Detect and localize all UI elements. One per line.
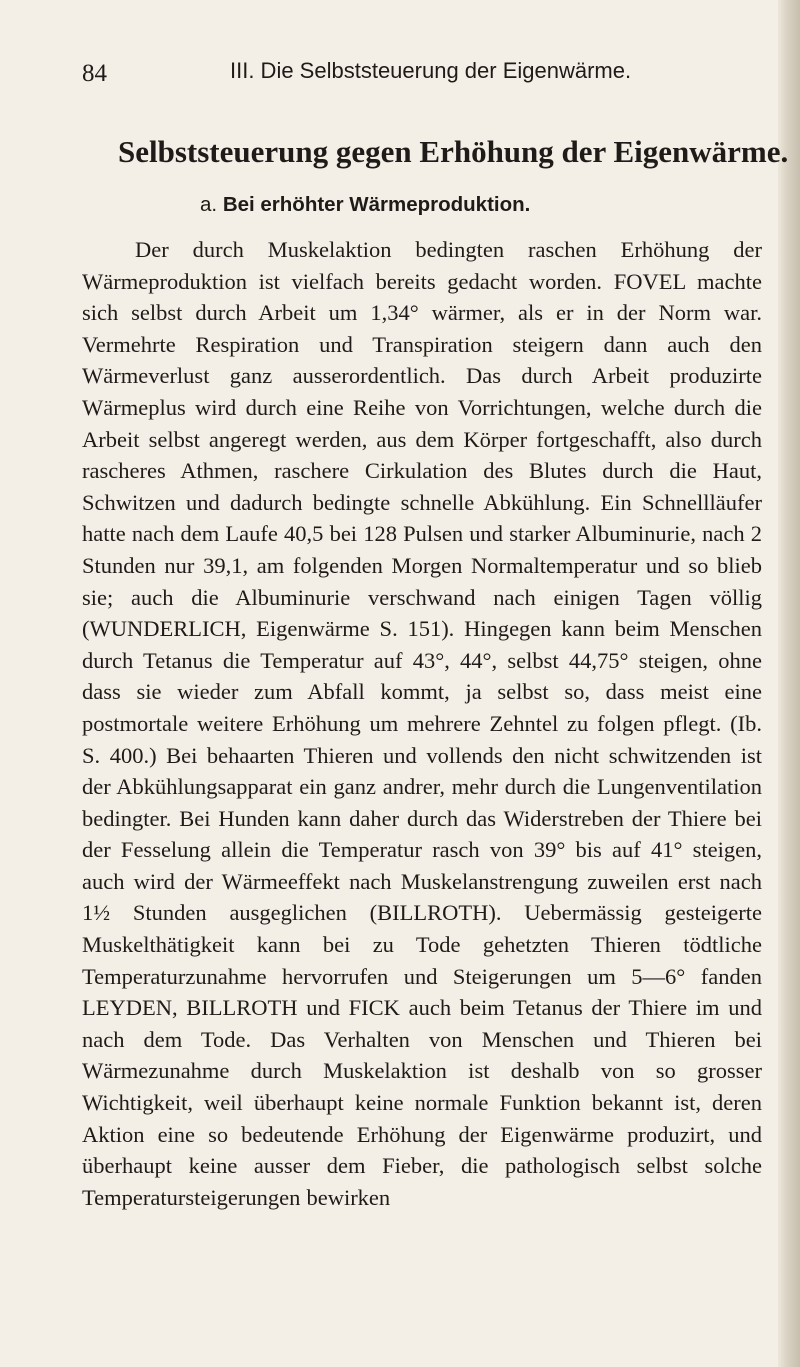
subsection-label: a. — [200, 193, 218, 216]
page-header — [0, 52, 800, 92]
body-paragraph: Der durch Muskelaktion bedingten raschen Erhöhung der Wärmeproduktion ist vielfach bereits gedacht worden. FOVEL machte sich selbst durch Arbeit um 1,34° wärmer, als er in der Norm war. Vermehrte Respiration und Transpiration steigern dann auch den Wärmeverlust ganz ausserordentlich. Das durch Arbeit produzirte Wärmeplus wird durch eine Reihe von Vorrichtungen, welche durch die Arbeit selbst angeregt werden, aus dem Körper fortgeschafft, also durch rascheres Athmen, raschere Cirkulation des Blutes durch die Haut, Schwitzen und dadurch bedingte schnelle Abkühlung. Ein Schnellläufer hatte nach dem Laufe 40,5 bei 128 Pulsen und starker Albuminurie, nach 2 Stunden nur 39,1, am folgenden Morgen Normaltemperatur und so blieb sie; auch die Albuminurie verschwand nach einigen Tagen völlig (WUNDERLICH, Eigenwärme S. 151). Hingegen kann beim Menschen durch Tetanus die Temperatur auf 43°, 44°, selbst 44,75° steigen, ohne dass sie wieder zum Abfall kommt, ja selbst so, dass meist eine postmortale weitere Erhöhung um mehrere Zehntel zu folgen pflegt. (Ib. S. 400.) Bei behaarten Thieren und vollends den nicht schwitzenden ist der Abkühlungsapparat ein ganz andrer, mehr durch die Lungenventilation bedingter. Bei Hunden kann daher durch das Widerstreben der Thiere bei der Fesselung allein die Temperatur rasch von 39° bis auf 41° steigen, auch wird der Wärmeeffekt nach Muskelanstrengung zuweilen erst nach 1½ Stunden ausgeglichen (BILLROTH). Uebermässig gesteigerte Muskelthätigkeit kann bei zu Tode gehetzten Thieren tödtliche Temperaturzunahme hervorrufen und Steigerungen um 5—6° fanden LEYDEN, BILLROTH und FICK auch beim Tetanus der Thiere im und nach dem Tode. Das Verhalten von Menschen und Thieren bei Wärmezunahme durch Muskelaktion ist deshalb von so grosser Wichtigkeit, weil überhaupt keine normale Funktion bekannt ist, deren Aktion eine so bedeutende Erhöhung der Eigenwärme produzirt, und überhaupt keine ausser dem Fieber, die pathologisch selbst solche Temperatursteigerungen bewirken — [82, 237, 762, 1210]
subsection-heading: Bei erhöhter Wärmeproduktion. — [222, 193, 531, 216]
page-number: 84 — [82, 60, 107, 87]
running-title: III. Die Selbststeuerung der Eigenwärme. — [230, 58, 632, 83]
subsection-title — [200, 193, 530, 217]
section-title: Selbststeuerung gegen Erhöhung der Eigenwärme. — [118, 134, 789, 169]
page-edge-shadow — [778, 0, 800, 1367]
